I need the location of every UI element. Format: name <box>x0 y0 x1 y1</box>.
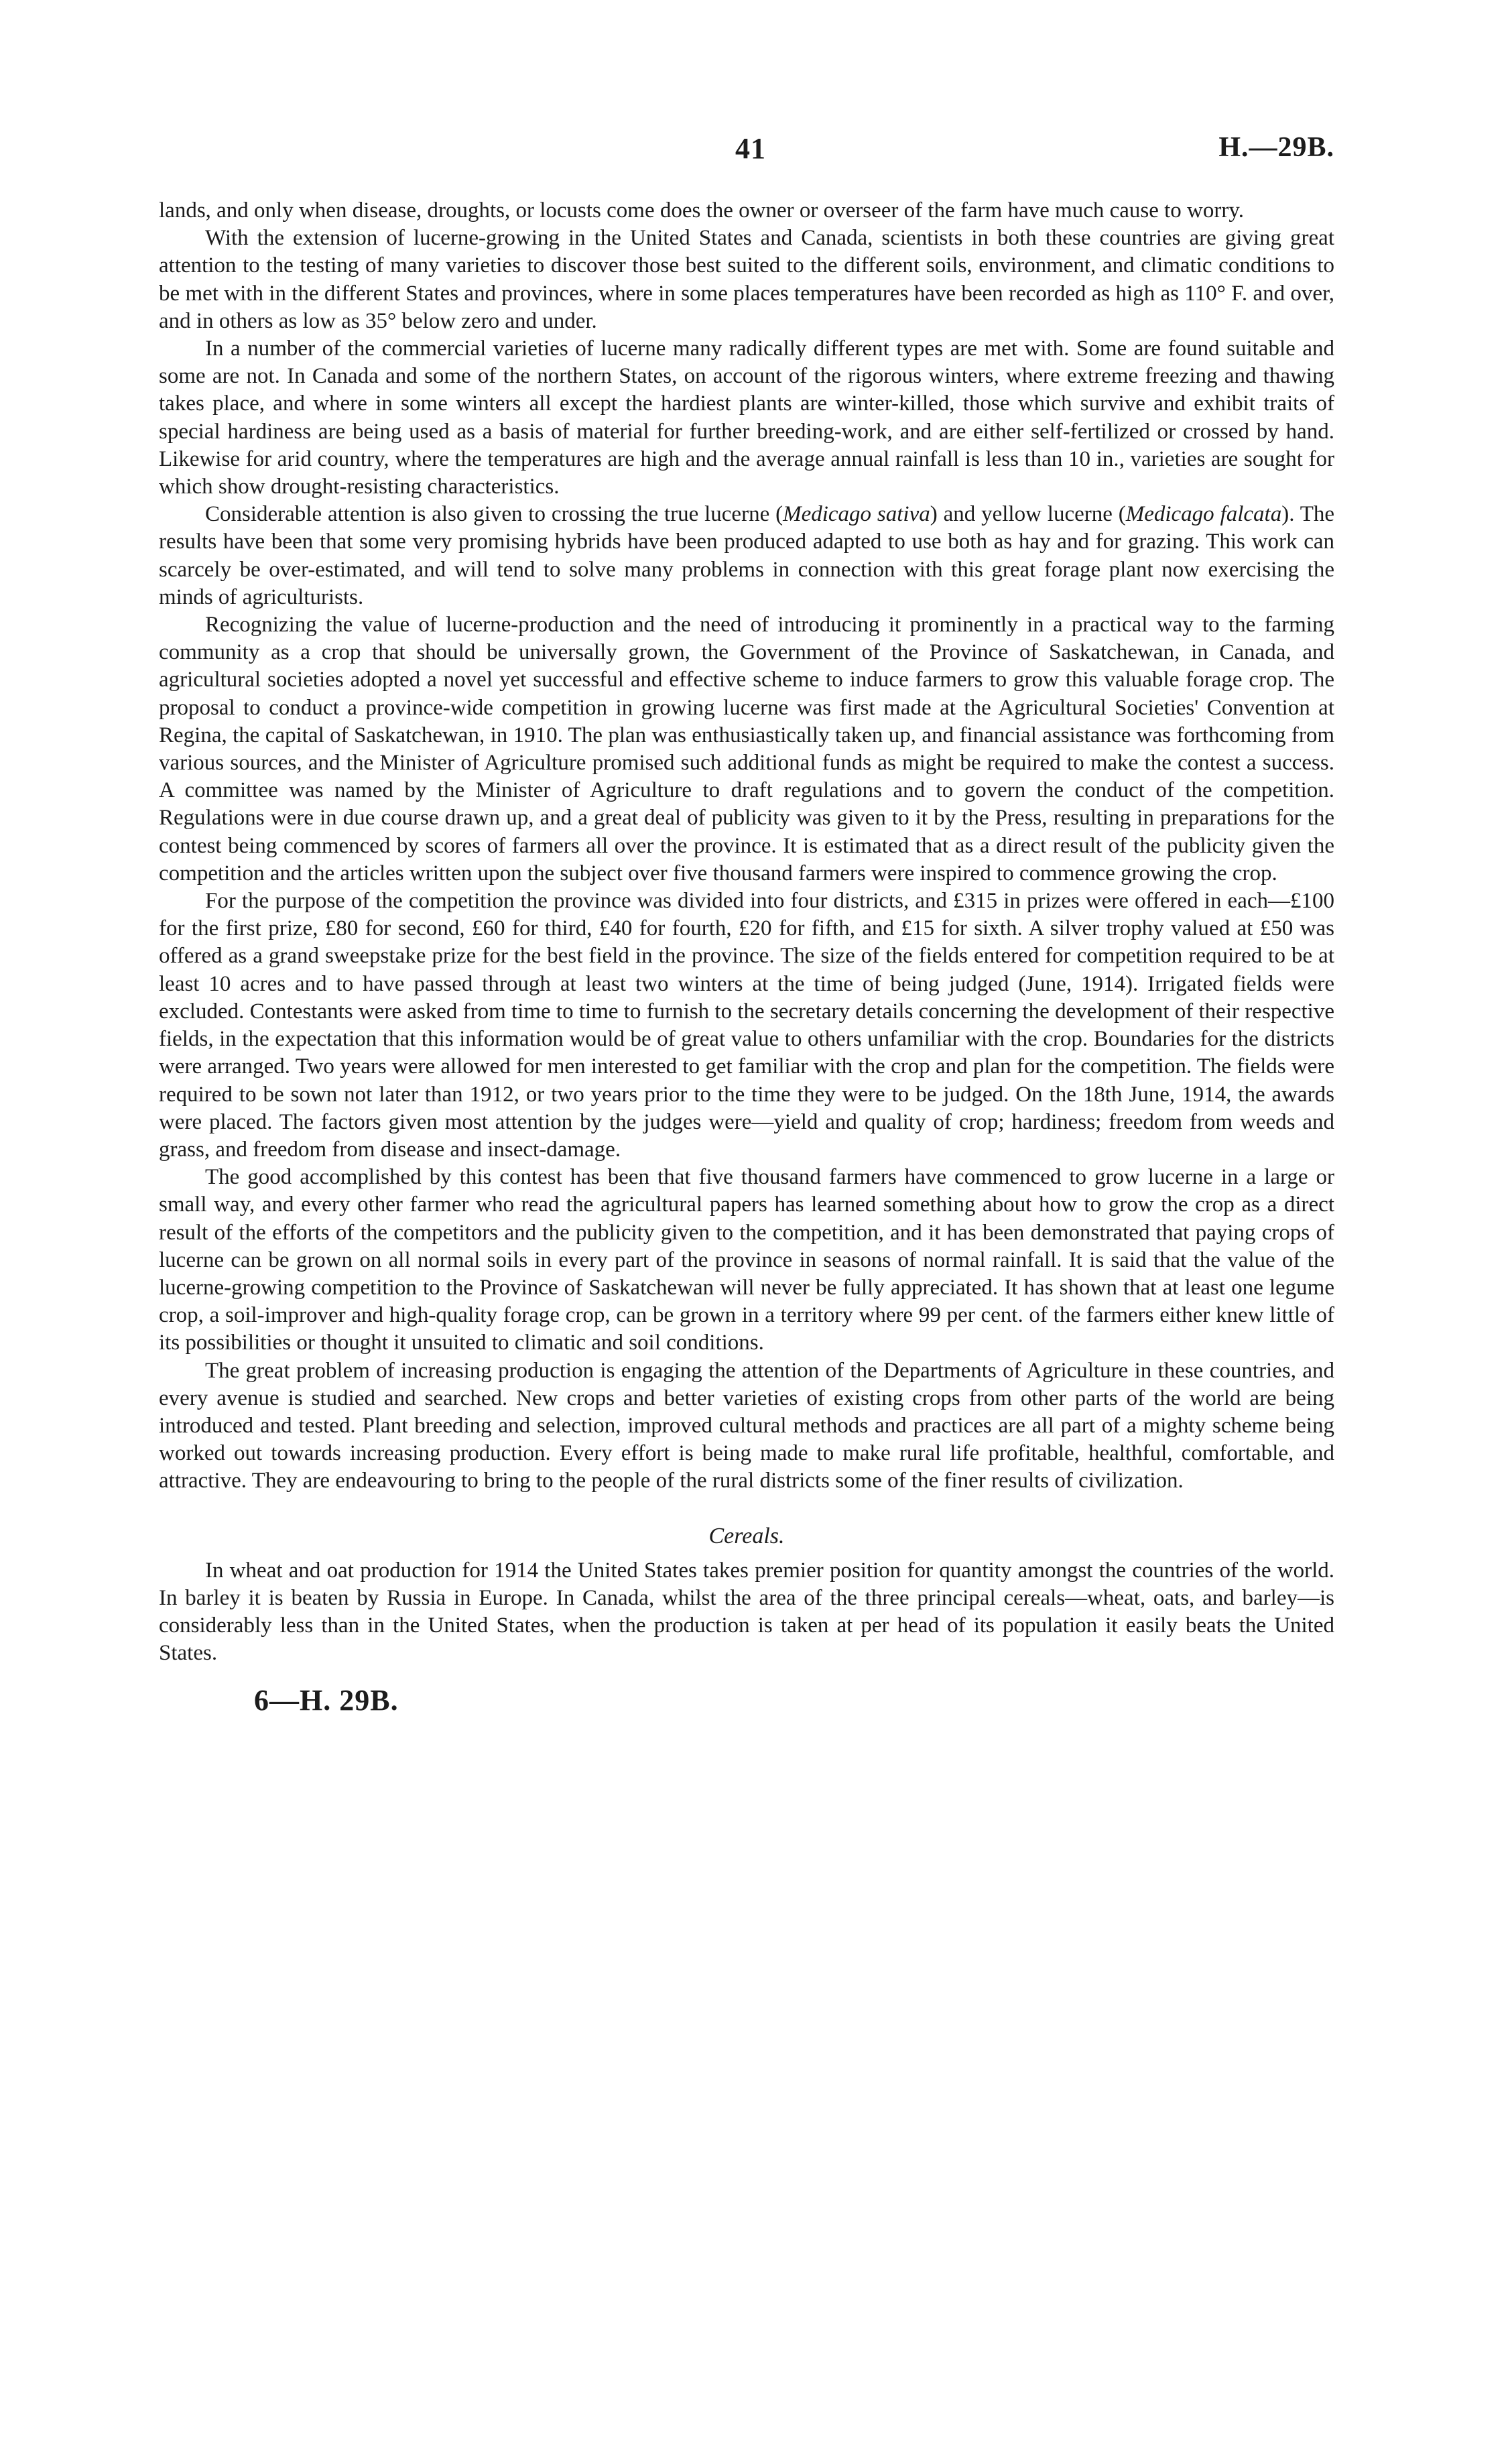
paragraph-3-text: In a number of the commercial varieties of lucerne many radically different types are met with. Some are found suitable and some are not. In Canada and some of the northern States, on account of the rigorous winters, where extreme freezing and thawing takes place, and where in some winters all except the hardiest plants are winter-killed, those which survive and exhibit traits of special hardiness are being used as a basis of material for further breeding-work, and are either self-fertilized or crossed by hand. Likewise for arid country, where the temperatures are high and the average annual rainfall is less than 10 in., varieties are sought for which show drought-resisting characteristics. <box>159 336 1334 499</box>
paragraph-1 <box>159 197 1334 225</box>
paragraph-1-text: lands, and only when disease, droughts, or locusts come does the owner or overseer of the farm have much cause to worry. <box>159 198 1244 223</box>
paragraph-3 <box>159 335 1334 501</box>
paragraph-6 <box>159 887 1334 1164</box>
paragraph-4 <box>159 501 1334 611</box>
document-reference: H.—29B. <box>1218 132 1334 163</box>
paragraph-5 <box>159 611 1334 887</box>
paragraph-4-text-c: ). The results have been that some very promising hybrids have been produced adapted to use both as hay and for grazing. This work can scarcely be over-estimated, and will tend to solve many problems in connection with this great forage plant now exercising the minds of agriculturists. <box>159 502 1335 609</box>
paragraph-cereals <box>159 1557 1334 1668</box>
paragraph-2-text: With the extension of lucerne-growing in the United States and Canada, scientists in both these countries are giving great attention to the testing of many varieties to discover those best suited to the different soils, environment, and climatic conditions to be met with in the different States and provinces, where in some places temperatures have been recorded as high as 110° F. and over, and in others as low as 35° below zero and under. <box>159 226 1334 333</box>
species-name-sativa: Medicago sativa <box>783 502 930 527</box>
paragraph-cereals-text: In wheat and oat production for 1914 the United States takes premier position for quantity amongst the countries of the world. In barley it is beaten by Russia in Europe. In Canada, whilst the area of the three principal cereals—wheat, oats, and barley—is considerably less than in the United States, when the production is taken at per head of its population it easily beats the United States. <box>159 1558 1334 1666</box>
signature-mark: 6—H. 29B. <box>254 1684 399 1717</box>
section-heading-cereals: Cereals. <box>708 1523 785 1548</box>
species-name-falcata: Medicago falcata <box>1125 502 1282 527</box>
paragraph-7 <box>159 1164 1334 1357</box>
paragraph-4-text-b: ) and yellow lucerne ( <box>930 502 1126 527</box>
body-text <box>159 197 1334 1717</box>
paragraph-5-text: Recognizing the value of lucerne-production and the need of introducing it prominently in a practical way to the farming community as a crop that should be universally grown, the Government of the Province of Saskatchewan, in Canada, and agricultural societies adopted a novel yet successful and effective scheme to induce farmers to grow this valuable forage crop. The proposal to conduct a province-wide competition in growing lucerne was first made at the Agricultural Societies' Convention at Regina, the capital of Saskatchewan, in 1910. The plan was enthusiastically taken up, and financial assistance was forthcoming from various sources, and the Minister of Agriculture promised such additional funds as might be required to make the contest a success. A committee was named by the Minister of Agriculture to draft regulations and to govern the conduct of the competition. Regulations were in due course drawn up, and a great deal of publicity was given to it by the Press, resulting in preparations for the contest being commenced by scores of farmers all over the province. It is estimated that as a direct result of the publicity given the competition and the articles written upon the subject over five thousand farmers were inspired to commence growing the crop. <box>159 613 1334 885</box>
paragraph-2 <box>159 225 1334 335</box>
paragraph-6-text: For the purpose of the competition the province was divided into four districts, and £315 in prizes were offered in each—£100 for the first prize, £80 for second, £60 for third, £40 for fourth, £20 for fifth, and £15 for sixth. A silver trophy valued at £50 was offered as a grand sweepstake prize for the best field in the province. The size of the fields entered for competition required to be at least 10 acres and to have passed through at least two winters at the time of being judged (June, 1914). Irrigated fields were excluded. Contestants were asked from time to time to furnish to the secretary details concerning the development of their respective fields, in the expectation that this information would be of great value to others unfamiliar with the crop. Boundaries for the districts were arranged. Two years were allowed for men interested to get familiar with the crop and plan for the competition. The fields were required to be sown not later than 1912, or two years prior to the time they were to be judged. On the 18th June, 1914, the awards were placed. The factors given most attention by the judges were—yield and quality of crop; hardiness; freedom from weeds and grass, and freedom from disease and insect-damage. <box>159 889 1334 1162</box>
paragraph-8-text: The great problem of increasing production is engaging the attention of the Departments of Agriculture in these countries, and every avenue is studied and searched. New crops and better varieties of existing crops from other parts of the world are being introduced and tested. Plant breeding and selection, improved cultural methods and practices are all part of a mighty scheme being worked out towards increasing production. Every effort is being made to make rural life profitable, healthful, comfortable, and attractive. They are endeavouring to bring to the people of the rural districts some of the finer results of civilization. <box>159 1358 1334 1493</box>
paragraph-7-text: The good accomplished by this contest has been that five thousand farmers have commenced to grow lucerne in a large or small way, and every other farmer who read the agricultural papers has learned something about how to grow the crop as a direct result of the efforts of the competitors and the publicity given to the competition, and it has been demonstrated that paying crops of lucerne can be grown on all normal soils in every part of the province in seasons of normal rainfall. It is said that the value of the lucerne-growing competition to the Province of Saskatchewan will never be fully appreciated. It has shown that at least one legume crop, a soil-improver and high-quality forage crop, can be grown in a territory where 99 per cent. of the farmers either knew little of its possibilities or thought it unsuited to climatic and soil conditions. <box>159 1165 1334 1355</box>
paragraph-4-text-a: Considerable attention is also given to crossing the true lucerne ( <box>205 502 783 527</box>
paragraph-8 <box>159 1357 1334 1495</box>
page-number: 41 <box>735 132 766 165</box>
